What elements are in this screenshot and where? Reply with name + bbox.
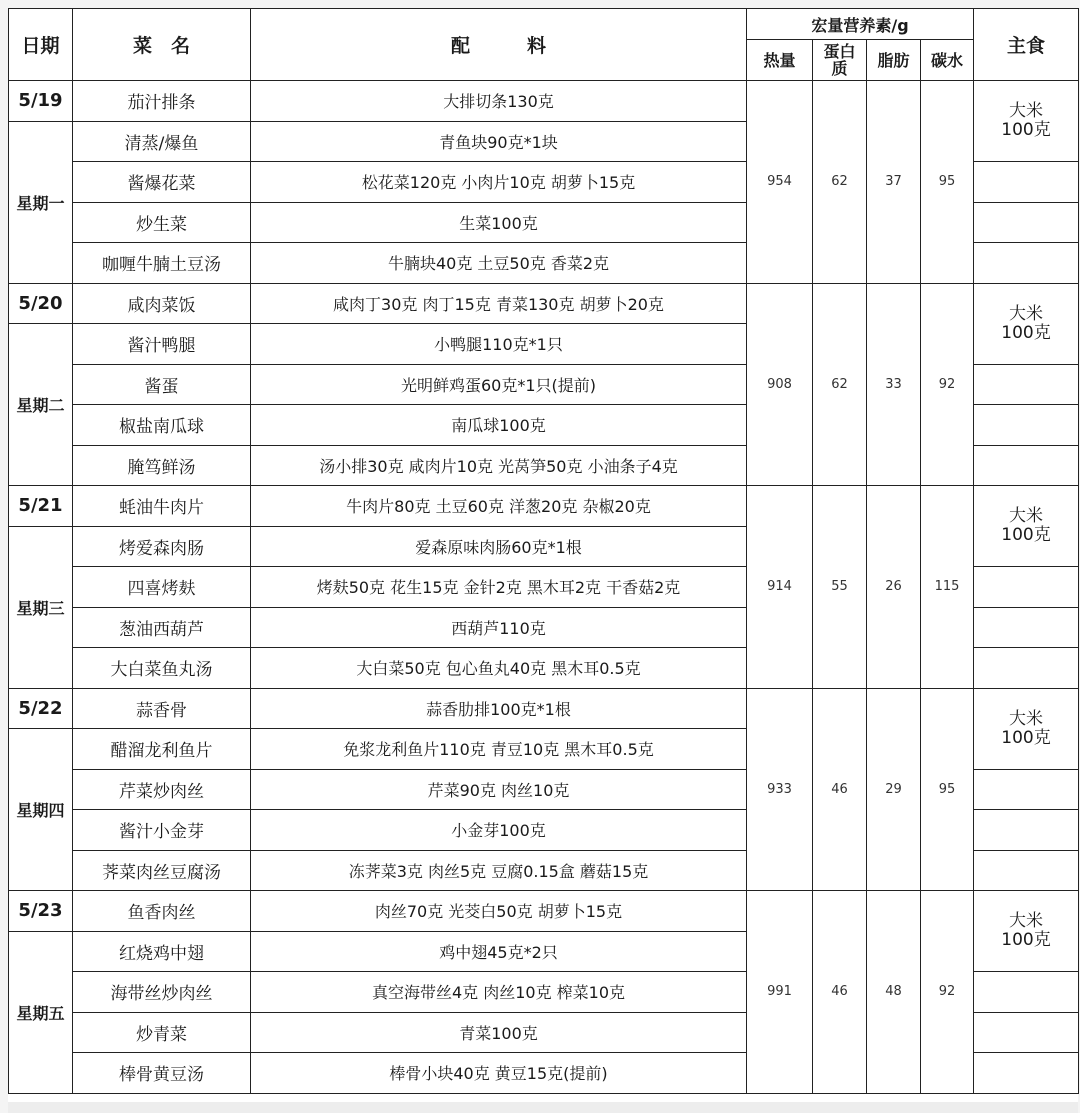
- header-carbs: 碳水: [921, 40, 974, 81]
- dish-ingredients: 牛肉片80克 土豆60克 洋葱20克 杂椒20克: [251, 486, 747, 527]
- menu-sheet: [8, 8, 1078, 1102]
- macro-protein: 62: [813, 283, 867, 486]
- dish-name: 鱼香肉丝: [73, 891, 251, 932]
- dish-name: 葱油西葫芦: [73, 607, 251, 648]
- staple-blank-cell: [974, 648, 1079, 689]
- dish-ingredients: 小鸭腿110克*1只: [251, 324, 747, 365]
- dish-ingredients: 爱森原味肉肠60克*1根: [251, 526, 747, 567]
- dish-name: 炒生菜: [73, 202, 251, 243]
- header-ingredients: 配 料: [251, 9, 747, 81]
- day-date: 5/22: [9, 688, 73, 729]
- day-date: 5/21: [9, 486, 73, 527]
- dish-name: 醋溜龙利鱼片: [73, 729, 251, 770]
- dish-name: 酱汁小金芽: [73, 810, 251, 851]
- dish-name: 四喜烤麸: [73, 567, 251, 608]
- dish-name: 炒青菜: [73, 1012, 251, 1053]
- macro-protein: 62: [813, 81, 867, 284]
- sheet-bottom-margin: [8, 1102, 1078, 1113]
- dish-ingredients: 鸡中翅45克*2只: [251, 931, 747, 972]
- dish-ingredients: 冻荠菜3克 肉丝5克 豆腐0.15盒 蘑菇15克: [251, 850, 747, 891]
- dish-name: 荠菜肉丝豆腐汤: [73, 850, 251, 891]
- staple-blank-cell: [974, 405, 1079, 446]
- staple-blank-cell: [974, 445, 1079, 486]
- header-macro-group: 宏量营养素/g: [747, 9, 974, 40]
- table-row: [9, 891, 1079, 932]
- macro-carbs: 92: [921, 283, 974, 486]
- dish-name: 酱汁鸭腿: [73, 324, 251, 365]
- staple-blank-cell: [974, 162, 1079, 203]
- dish-ingredients: 光明鲜鸡蛋60克*1只(提前): [251, 364, 747, 405]
- macro-fat: 48: [867, 891, 921, 1094]
- macro-calories: 908: [747, 283, 813, 486]
- table-row: [9, 81, 1079, 122]
- dish-ingredients: 小金芽100克: [251, 810, 747, 851]
- dish-ingredients: 棒骨小块40克 黄豆15克(提前): [251, 1053, 747, 1094]
- staple-blank-cell: [974, 567, 1079, 608]
- macro-carbs: 95: [921, 688, 974, 891]
- dish-ingredients: 牛腩块40克 土豆50克 香菜2克: [251, 243, 747, 284]
- dish-ingredients: 西葫芦110克: [251, 607, 747, 648]
- dish-name: 腌笃鲜汤: [73, 445, 251, 486]
- macro-carbs: 92: [921, 891, 974, 1094]
- staple-blank-cell: [974, 202, 1079, 243]
- dish-name: 茄汁排条: [73, 81, 251, 122]
- dish-name: 红烧鸡中翅: [73, 931, 251, 972]
- day-weekday: 星期一: [9, 121, 73, 283]
- dish-ingredients: 南瓜球100克: [251, 405, 747, 446]
- macro-calories: 991: [747, 891, 813, 1094]
- macro-carbs: 95: [921, 81, 974, 284]
- dish-ingredients: 芹菜90克 肉丝10克: [251, 769, 747, 810]
- dish-name: 烤爱森肉肠: [73, 526, 251, 567]
- dish-name: 棒骨黄豆汤: [73, 1053, 251, 1094]
- dish-ingredients: 蒜香肋排100克*1根: [251, 688, 747, 729]
- staple-blank-cell: [974, 972, 1079, 1013]
- dish-name: 椒盐南瓜球: [73, 405, 251, 446]
- staple-blank-cell: [974, 1012, 1079, 1053]
- macro-calories: 954: [747, 81, 813, 284]
- header-calories: 热量: [747, 40, 813, 81]
- dish-ingredients: 免浆龙利鱼片110克 青豆10克 黑木耳0.5克: [251, 729, 747, 770]
- table-row: [9, 688, 1079, 729]
- dish-ingredients: 汤小排30克 咸肉片10克 光莴笋50克 小油条子4克: [251, 445, 747, 486]
- header-staple: 主食: [974, 9, 1079, 81]
- staple-blank-cell: [974, 850, 1079, 891]
- dish-ingredients: 大排切条130克: [251, 81, 747, 122]
- header-protein: 蛋白质: [813, 40, 867, 81]
- staple-food: 大米 100克: [974, 81, 1079, 162]
- staple-blank-cell: [974, 364, 1079, 405]
- staple-blank-cell: [974, 769, 1079, 810]
- dish-name: 蒜香骨: [73, 688, 251, 729]
- staple-blank-cell: [974, 243, 1079, 284]
- dish-ingredients: 松花菜120克 小肉片10克 胡萝卜15克: [251, 162, 747, 203]
- macro-fat: 26: [867, 486, 921, 689]
- dish-ingredients: 青菜100克: [251, 1012, 747, 1053]
- macro-protein: 46: [813, 688, 867, 891]
- dish-ingredients: 生菜100克: [251, 202, 747, 243]
- staple-food: 大米 100克: [974, 891, 1079, 972]
- staple-food: 大米 100克: [974, 688, 1079, 769]
- dish-name: 咸肉菜饭: [73, 283, 251, 324]
- macro-carbs: 115: [921, 486, 974, 689]
- staple-blank-cell: [974, 810, 1079, 851]
- dish-name: 大白菜鱼丸汤: [73, 648, 251, 689]
- macro-calories: 933: [747, 688, 813, 891]
- dish-name: 咖喱牛腩土豆汤: [73, 243, 251, 284]
- dish-name: 酱爆花菜: [73, 162, 251, 203]
- staple-blank-cell: [974, 607, 1079, 648]
- weekly-menu-table: [8, 8, 1079, 1094]
- dish-name: 酱蛋: [73, 364, 251, 405]
- dish-name: 海带丝炒肉丝: [73, 972, 251, 1013]
- dish-ingredients: 真空海带丝4克 肉丝10克 榨菜10克: [251, 972, 747, 1013]
- dish-ingredients: 肉丝70克 光茭白50克 胡萝卜15克: [251, 891, 747, 932]
- table-row: [9, 283, 1079, 324]
- dish-name: 芹菜炒肉丝: [73, 769, 251, 810]
- macro-fat: 33: [867, 283, 921, 486]
- day-date: 5/23: [9, 891, 73, 932]
- day-weekday: 星期五: [9, 931, 73, 1093]
- day-weekday: 星期二: [9, 324, 73, 486]
- macro-calories: 914: [747, 486, 813, 689]
- day-date: 5/20: [9, 283, 73, 324]
- day-weekday: 星期四: [9, 729, 73, 891]
- dish-ingredients: 烤麸50克 花生15克 金针2克 黑木耳2克 干香菇2克: [251, 567, 747, 608]
- header-fat: 脂肪: [867, 40, 921, 81]
- header-dish: 菜 名: [73, 9, 251, 81]
- dish-ingredients: 大白菜50克 包心鱼丸40克 黑木耳0.5克: [251, 648, 747, 689]
- dish-name: 清蒸/爆鱼: [73, 121, 251, 162]
- dish-ingredients: 青鱼块90克*1块: [251, 121, 747, 162]
- header-date: 日期: [9, 9, 73, 81]
- table-row: [9, 486, 1079, 527]
- macro-protein: 55: [813, 486, 867, 689]
- day-weekday: 星期三: [9, 526, 73, 688]
- day-date: 5/19: [9, 81, 73, 122]
- dish-name: 蚝油牛肉片: [73, 486, 251, 527]
- staple-food: 大米 100克: [974, 486, 1079, 567]
- macro-fat: 29: [867, 688, 921, 891]
- staple-food: 大米 100克: [974, 283, 1079, 364]
- dish-ingredients: 咸肉丁30克 肉丁15克 青菜130克 胡萝卜20克: [251, 283, 747, 324]
- staple-blank-cell: [974, 1053, 1079, 1094]
- macro-protein: 46: [813, 891, 867, 1094]
- macro-fat: 37: [867, 81, 921, 284]
